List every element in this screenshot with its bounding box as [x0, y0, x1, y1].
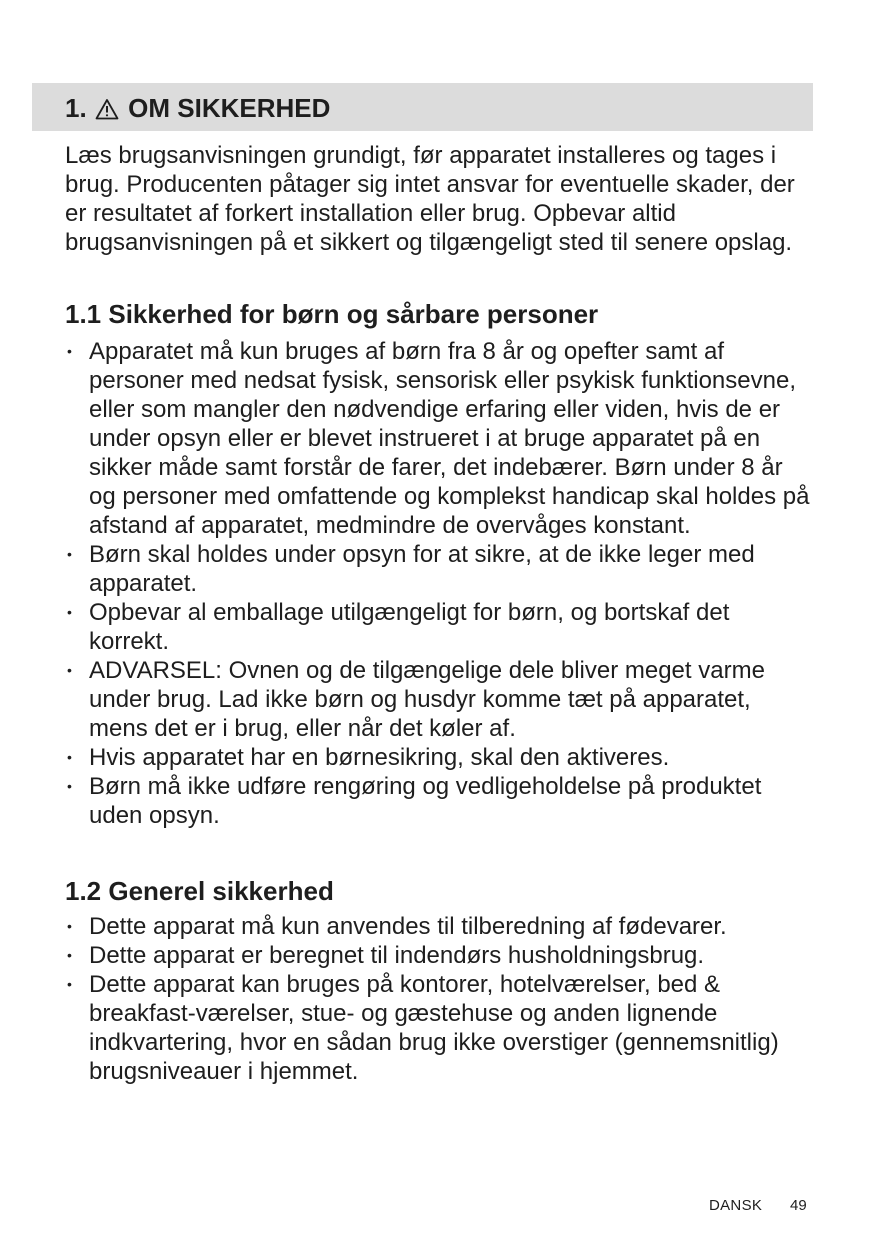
- subsection-heading-children: 1.1 Sikkerhed for børn og sårbare personer: [65, 299, 599, 329]
- list-item: • Børn skal holdes under opsyn for at sikre, at de ikke leger med apparatet.: [67, 541, 755, 597]
- list-item: • Dette apparat kan bruges på kontorer, hotelværelser, bed & breakfast-værelser, stue- og gæstehuse og anden lignende indkvartering, hvor en sådan brug ikke overstiger (gennemsnitlig) brugsniveauer i hjemmet.: [67, 971, 779, 1085]
- footer-language: DANSK: [709, 1197, 763, 1214]
- subsection-heading-general: 1.2 Generel sikkerhed: [65, 876, 334, 906]
- bullet-list-children: [65, 337, 815, 830]
- bullet-icon: •: [67, 947, 72, 963]
- bullet-icon: •: [67, 604, 72, 620]
- bullet-list-general: [65, 912, 815, 1086]
- list-item: • Dette apparat er beregnet til indendørs husholdningsbrug.: [67, 942, 705, 969]
- bullet-icon: •: [67, 749, 72, 765]
- list-item: • Opbevar al emballage utilgængeligt for børn, og bortskaf det korrekt.: [67, 599, 730, 655]
- section-title: [65, 92, 330, 124]
- list-item: • Hvis apparatet har en børnesikring, skal den aktiveres.: [67, 744, 670, 771]
- list-item: • Dette apparat må kun anvendes til tilberedning af fødevarer.: [67, 913, 727, 940]
- bullet-icon: •: [67, 546, 72, 562]
- section-title-text: OM SIKKERHED: [128, 93, 331, 123]
- list-item: • Børn må ikke udføre rengøring og vedligeholdelse på produktet uden opsyn.: [67, 773, 762, 829]
- section-number: 1.: [65, 93, 87, 123]
- bullet-icon: •: [67, 662, 72, 678]
- warning-triangle-icon: [95, 98, 119, 120]
- list-item: • Apparatet må kun bruges af børn fra 8 år og opefter samt af personer med nedsat fysisk, sensorisk eller psykisk funktionsevne, eller som mangler den nødvendige erfaring eller viden, hvis de er under opsyn eller er blevet instrueret i at bruge apparatet på en sikker måde samt forstår de farer, det indebærer. Børn under 8 år og personer med omfattende og komplekst handicap skal holdes på afstand af apparatet, medmindre de overvåges konstant.: [67, 338, 810, 539]
- intro-paragraph: Læs brugsanvisningen grundigt, før apparatet installeres og tages i brug. Producenten påtager sig intet ansvar for eventuelle skader, der er resultatet af forkert installation eller brug. Opbevar altid brugsanvisningen på et sikkert og tilgængeligt sted til senere opslag.: [65, 142, 795, 256]
- bullet-icon: •: [67, 343, 72, 359]
- bullet-icon: •: [67, 778, 72, 794]
- footer-page-number: 49: [790, 1197, 807, 1214]
- list-item: • ADVARSEL: Ovnen og de tilgængelige dele bliver meget varme under brug. Lad ikke børn og husdyr komme tæt på apparatet, mens det er i brug, eller når det køler af.: [67, 657, 765, 742]
- bullet-icon: •: [67, 976, 72, 992]
- bullet-icon: •: [67, 918, 72, 934]
